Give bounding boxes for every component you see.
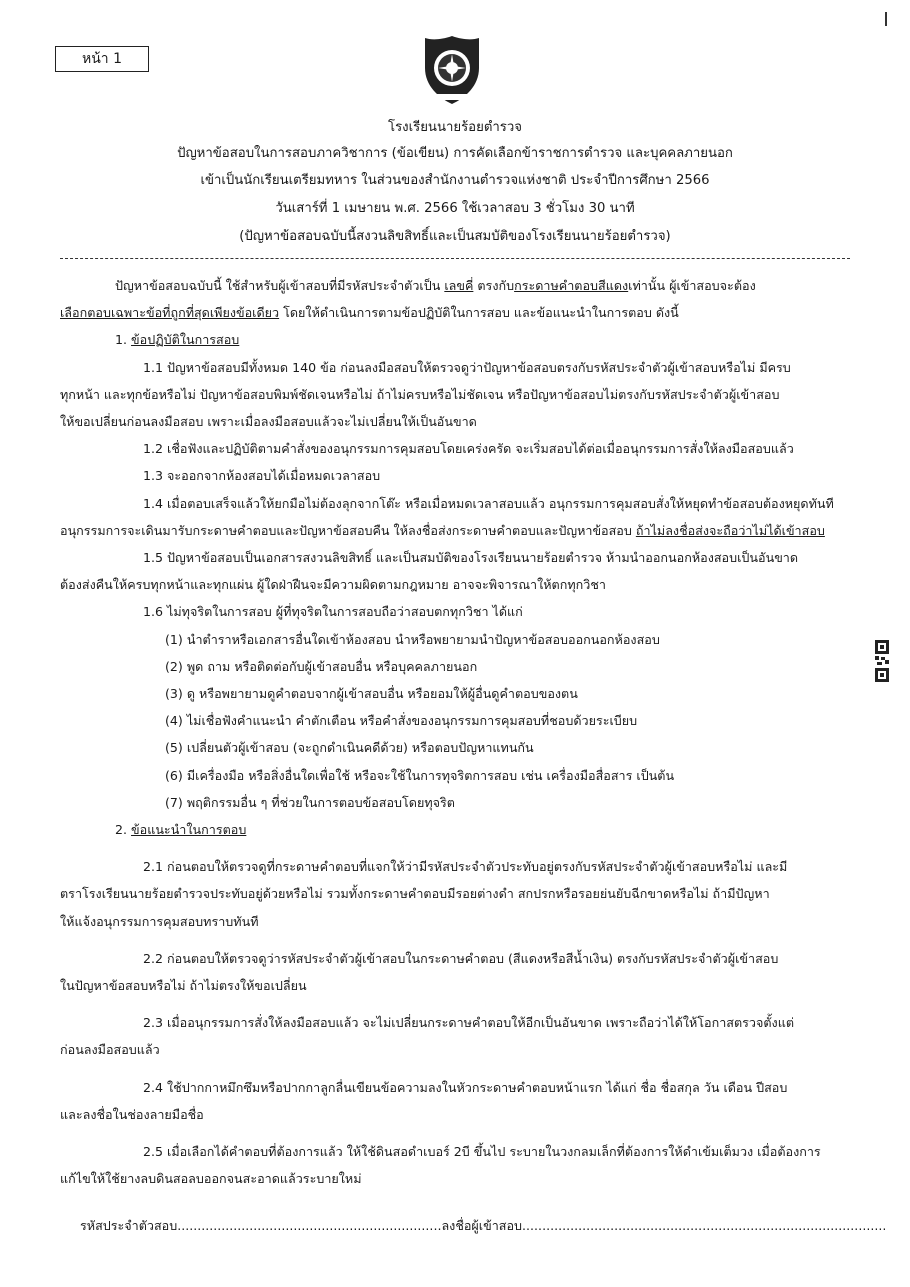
- section-2-title: [60, 816, 850, 843]
- signature-label: ลงชื่อผู้เข้าสอบ: [441, 1218, 523, 1233]
- intro-choose-one: เลือกตอบเฉพาะข้อที่ถูกที่สุดเพียงข้อเดียว: [60, 305, 280, 321]
- intro-odd-number: เลขคี่: [444, 278, 474, 293]
- qr-code-icon: [875, 640, 889, 684]
- rule-1-5-line-2: ต้องส่งคืนให้ครบทุกหน้าและทุกแผ่น ผู้ใดฝ่าฝืนจะมีความผิดตามกฎหมาย อาจจะพิจารณาให้ตกทุกวิชา: [60, 577, 606, 593]
- list-item: (4) ไม่เชื่อฟังคำแนะนำ คำตักเตือน หรือคำสั่งของอนุกรรมการคุมสอบที่ชอบด้วยระเบียบ: [165, 713, 638, 729]
- intro-text: โดยให้ดำเนินการตามข้อปฏิบัติในการสอบ และข้อแนะนำในการตอบ ดังนี้: [279, 305, 679, 321]
- header-line-5: (ปัญหาข้อสอบฉบับนี้สงวนลิขสิทธิ์และเป็นสมบัติของโรงเรียนนายร้อยตำรวจ): [239, 229, 671, 244]
- section-number: 2.: [115, 822, 132, 838]
- signature-footer: [80, 1216, 886, 1236]
- advice-2-1-line-3: ให้แจ้งอนุกรรมการคุมสอบทราบทันที: [60, 913, 259, 929]
- rule-1-1-line-2: ทุกหน้า และทุกข้อหรือไม่ ปัญหาข้อสอบพิมพ์ชัดเจนหรือไม่ ถ้าไม่ครบหรือไม่ชัดเจน หรือปัญหาข้อสอบไม่ตรงกับรหัสประจำตัวผู้เข้าสอบ: [60, 386, 780, 402]
- advice-2-5-line-1: 2.5 เมื่อเลือกได้คำตอบที่ต้องการแล้ว ให้ใช้ดินสอดำเบอร์ 2บี ขึ้นไป ระบายในวงกลมเล็กที่ต้องการให้ดำเข้มเต็มวง เมื่อต้องการ: [143, 1144, 821, 1160]
- instructions-body: [60, 272, 850, 1193]
- list-item: (5) เปลี่ยนตัวผู้เข้าสอบ (จะถูกดำเนินคดีด้วย) หรือตอบปัญหาแทนกัน: [165, 740, 534, 756]
- signature-field[interactable]: ...........................................................................................: [522, 1218, 887, 1233]
- rule-1-1-line-3: ให้ขอเปลี่ยนก่อนลงมือสอบ เพราะเมื่อลงมือสอบแล้วจะไม่เปลี่ยนให้เป็นอันขาด: [60, 414, 477, 430]
- advice-2-5-line-2: แก้ไขให้ใช้ยางลบดินสอลบออกจนสะอาดแล้วระบายใหม่: [60, 1171, 362, 1187]
- header-divider: [60, 258, 850, 259]
- rule-1-6: 1.6 ไม่ทุจริตในการสอบ ผู้ที่ทุจริตในการสอบถือว่าสอบตกทุกวิชา ได้แก่: [143, 604, 523, 620]
- section-title: ข้อปฏิบัติในการสอบ: [131, 332, 240, 348]
- rule-1-4-line-1: 1.4 เมื่อตอบเสร็จแล้วให้ยกมือไม่ต้องลุกจากโต๊ะ หรือเมื่อหมดเวลาสอบแล้ว อนุกรรมการคุมสอบสั่งให้หยุดทำข้อสอบต้องหยุดทันที: [143, 495, 834, 511]
- list-item: (3) ดู หรือพยายามดูคำตอบจากผู้เข้าสอบอื่น หรือยอมให้ผู้อื่นดูคำตอบของตน: [165, 686, 578, 702]
- advice-2-1-line-1: 2.1 ก่อนตอบให้ตรวจดูที่กระดาษคำตอบที่แจกให้ว่ามีรหัสประจำตัวประทับอยู่ตรงกับรหัสประจำตัวผู้เข้าสอบหรือไม่ และมี: [143, 859, 788, 875]
- school-name: โรงเรียนนายร้อยตำรวจ: [388, 120, 522, 135]
- page-number-box: [55, 46, 149, 72]
- rule-warning: ถ้าไม่ลงชื่อส่งจะถือว่าไม่ได้เข้าสอบ: [635, 522, 825, 538]
- advice-2-2-line-1: 2.2 ก่อนตอบให้ตรวจดูว่ารหัสประจำตัวผู้เข้าสอบในกระดาษคำตอบ (สีแดงหรือสีน้ำเงิน) ตรงกับรหัสประจำตัวผู้เข้าสอบ: [143, 950, 779, 966]
- list-item: (2) พูด ถาม หรือติดต่อกับผู้เข้าสอบอื่น หรือบุคคลภายนอก: [165, 658, 478, 674]
- intro-line-2: [60, 299, 850, 326]
- police-cadet-crest-icon: [421, 34, 483, 106]
- advice-2-3-line-1: 2.3 เมื่ออนุกรรมการสั่งให้ลงมือสอบแล้ว จะไม่เปลี่ยนกระดาษคำตอบให้อีกเป็นอันขาด เพราะถือว่าได้ให้โอกาสตรวจตั้งแต่: [143, 1015, 794, 1031]
- rule-1-5-line-1: 1.5 ปัญหาข้อสอบเป็นเอกสารสงวนลิขสิทธิ์ และเป็นสมบัติของโรงเรียนนายร้อยตำรวจ ห้ามนำออกนอกห้องสอบเป็นอันขาด: [143, 550, 799, 566]
- rule-1-3: 1.3 จะออกจากห้องสอบได้เมื่อหมดเวลาสอบ: [143, 468, 381, 484]
- corner-mark: [885, 12, 887, 26]
- intro-text: ตรงกับ: [473, 278, 515, 293]
- intro-text: เท่านั้น ผู้เข้าสอบจะต้อง: [628, 278, 756, 293]
- rule-text: อนุกรรมการจะเดินมารับกระดาษคำตอบและปัญหาข้อสอบคืน ให้ลงชื่อส่งกระดาษคำตอบและปัญหาข้อสอบ: [60, 522, 636, 538]
- advice-2-4-line-2: และลงชื่อในช่องลายมือชื่อ: [60, 1106, 204, 1122]
- intro-line-1: [60, 272, 850, 299]
- intro-text: ปัญหาข้อสอบฉบับนี้ ใช้สำหรับผู้เข้าสอบที่มีรหัสประจำตัวเป็น: [115, 278, 445, 293]
- rule-1-4-line-2: [60, 517, 850, 544]
- header-line-3: เข้าเป็นนักเรียนเตรียมทหาร ในส่วนของสำนักงานตำรวจแห่งชาติ ประจำปีการศึกษา 2566: [200, 173, 710, 188]
- rule-1-2: 1.2 เชื่อฟังและปฏิบัติตามคำสั่งของอนุกรรมการคุมสอบโดยเคร่งครัด จะเริ่มสอบได้ต่อเมื่ออนุกรรมการสั่งให้ลงมือสอบแล้ว: [143, 441, 794, 457]
- header-line-4: วันเสาร์ที่ 1 เมษายน พ.ศ. 2566 ใช้เวลาสอบ 3 ชั่วโมง 30 นาที: [275, 201, 635, 216]
- list-item: (1) นำตำราหรือเอกสารอื่นใดเข้าห้องสอบ นำหรือพยายามนำปัญหาข้อสอบออกนอกห้องสอบ: [165, 631, 660, 647]
- header-line-2: ปัญหาข้อสอบในการสอบภาควิชาการ (ข้อเขียน) การคัดเลือกข้าราชการตำรวจ และบุคคลภายนอก: [177, 146, 733, 161]
- section-number: 1.: [115, 332, 132, 348]
- advice-2-2-line-2: ในปัญหาข้อสอบหรือไม่ ถ้าไม่ตรงให้ขอเปลี่ยน: [60, 978, 307, 994]
- advice-2-4-line-1: 2.4 ใช้ปากกาหมึกซึมหรือปากกาลูกลื่นเขียนข้อความลงในหัวกระดาษคำตอบหน้าแรก ได้แก่ ชื่อ ชื่อสกุล วัน เดือน ปีสอบ: [143, 1079, 788, 1095]
- intro-red-sheet: กระดาษคำตอบสีแดง: [514, 278, 629, 293]
- advice-2-1-line-2: ตราโรงเรียนนายร้อยตำรวจประทับอยู่ด้วยหรือไม่ รวมทั้งกระดาษคำตอบมีรอยต่างดำ สกปรกหรือรอยย่นยับฉีกขาดหรือไม่ ถ้ามีปัญหา: [60, 886, 770, 902]
- exam-id-field[interactable]: ..................................................................: [177, 1218, 442, 1233]
- advice-2-3-line-2: ก่อนลงมือสอบแล้ว: [60, 1042, 160, 1058]
- rule-1-1-line-1: 1.1 ปัญหาข้อสอบมีทั้งหมด 140 ข้อ ก่อนลงมือสอบให้ตรวจดูว่าปัญหาข้อสอบตรงกับรหัสประจำตัวผู้เข้าสอบหรือไม่ มีครบ: [143, 359, 791, 375]
- list-item: (6) มีเครื่องมือ หรือสิ่งอื่นใดเพื่อใช้ หรือจะใช้ในการทุจริตการสอบ เช่น เครื่องมือสื่อสาร เป็นต้น: [165, 767, 675, 783]
- section-title: ข้อแนะนำในการตอบ: [131, 822, 247, 838]
- exam-id-label: รหัสประจำตัวสอบ: [80, 1218, 178, 1233]
- list-item: (7) พฤติกรรมอื่น ๆ ที่ช่วยในการตอบข้อสอบโดยทุจริต: [165, 794, 455, 810]
- section-1-title: [60, 326, 850, 353]
- page-number: หน้า 1: [81, 51, 123, 67]
